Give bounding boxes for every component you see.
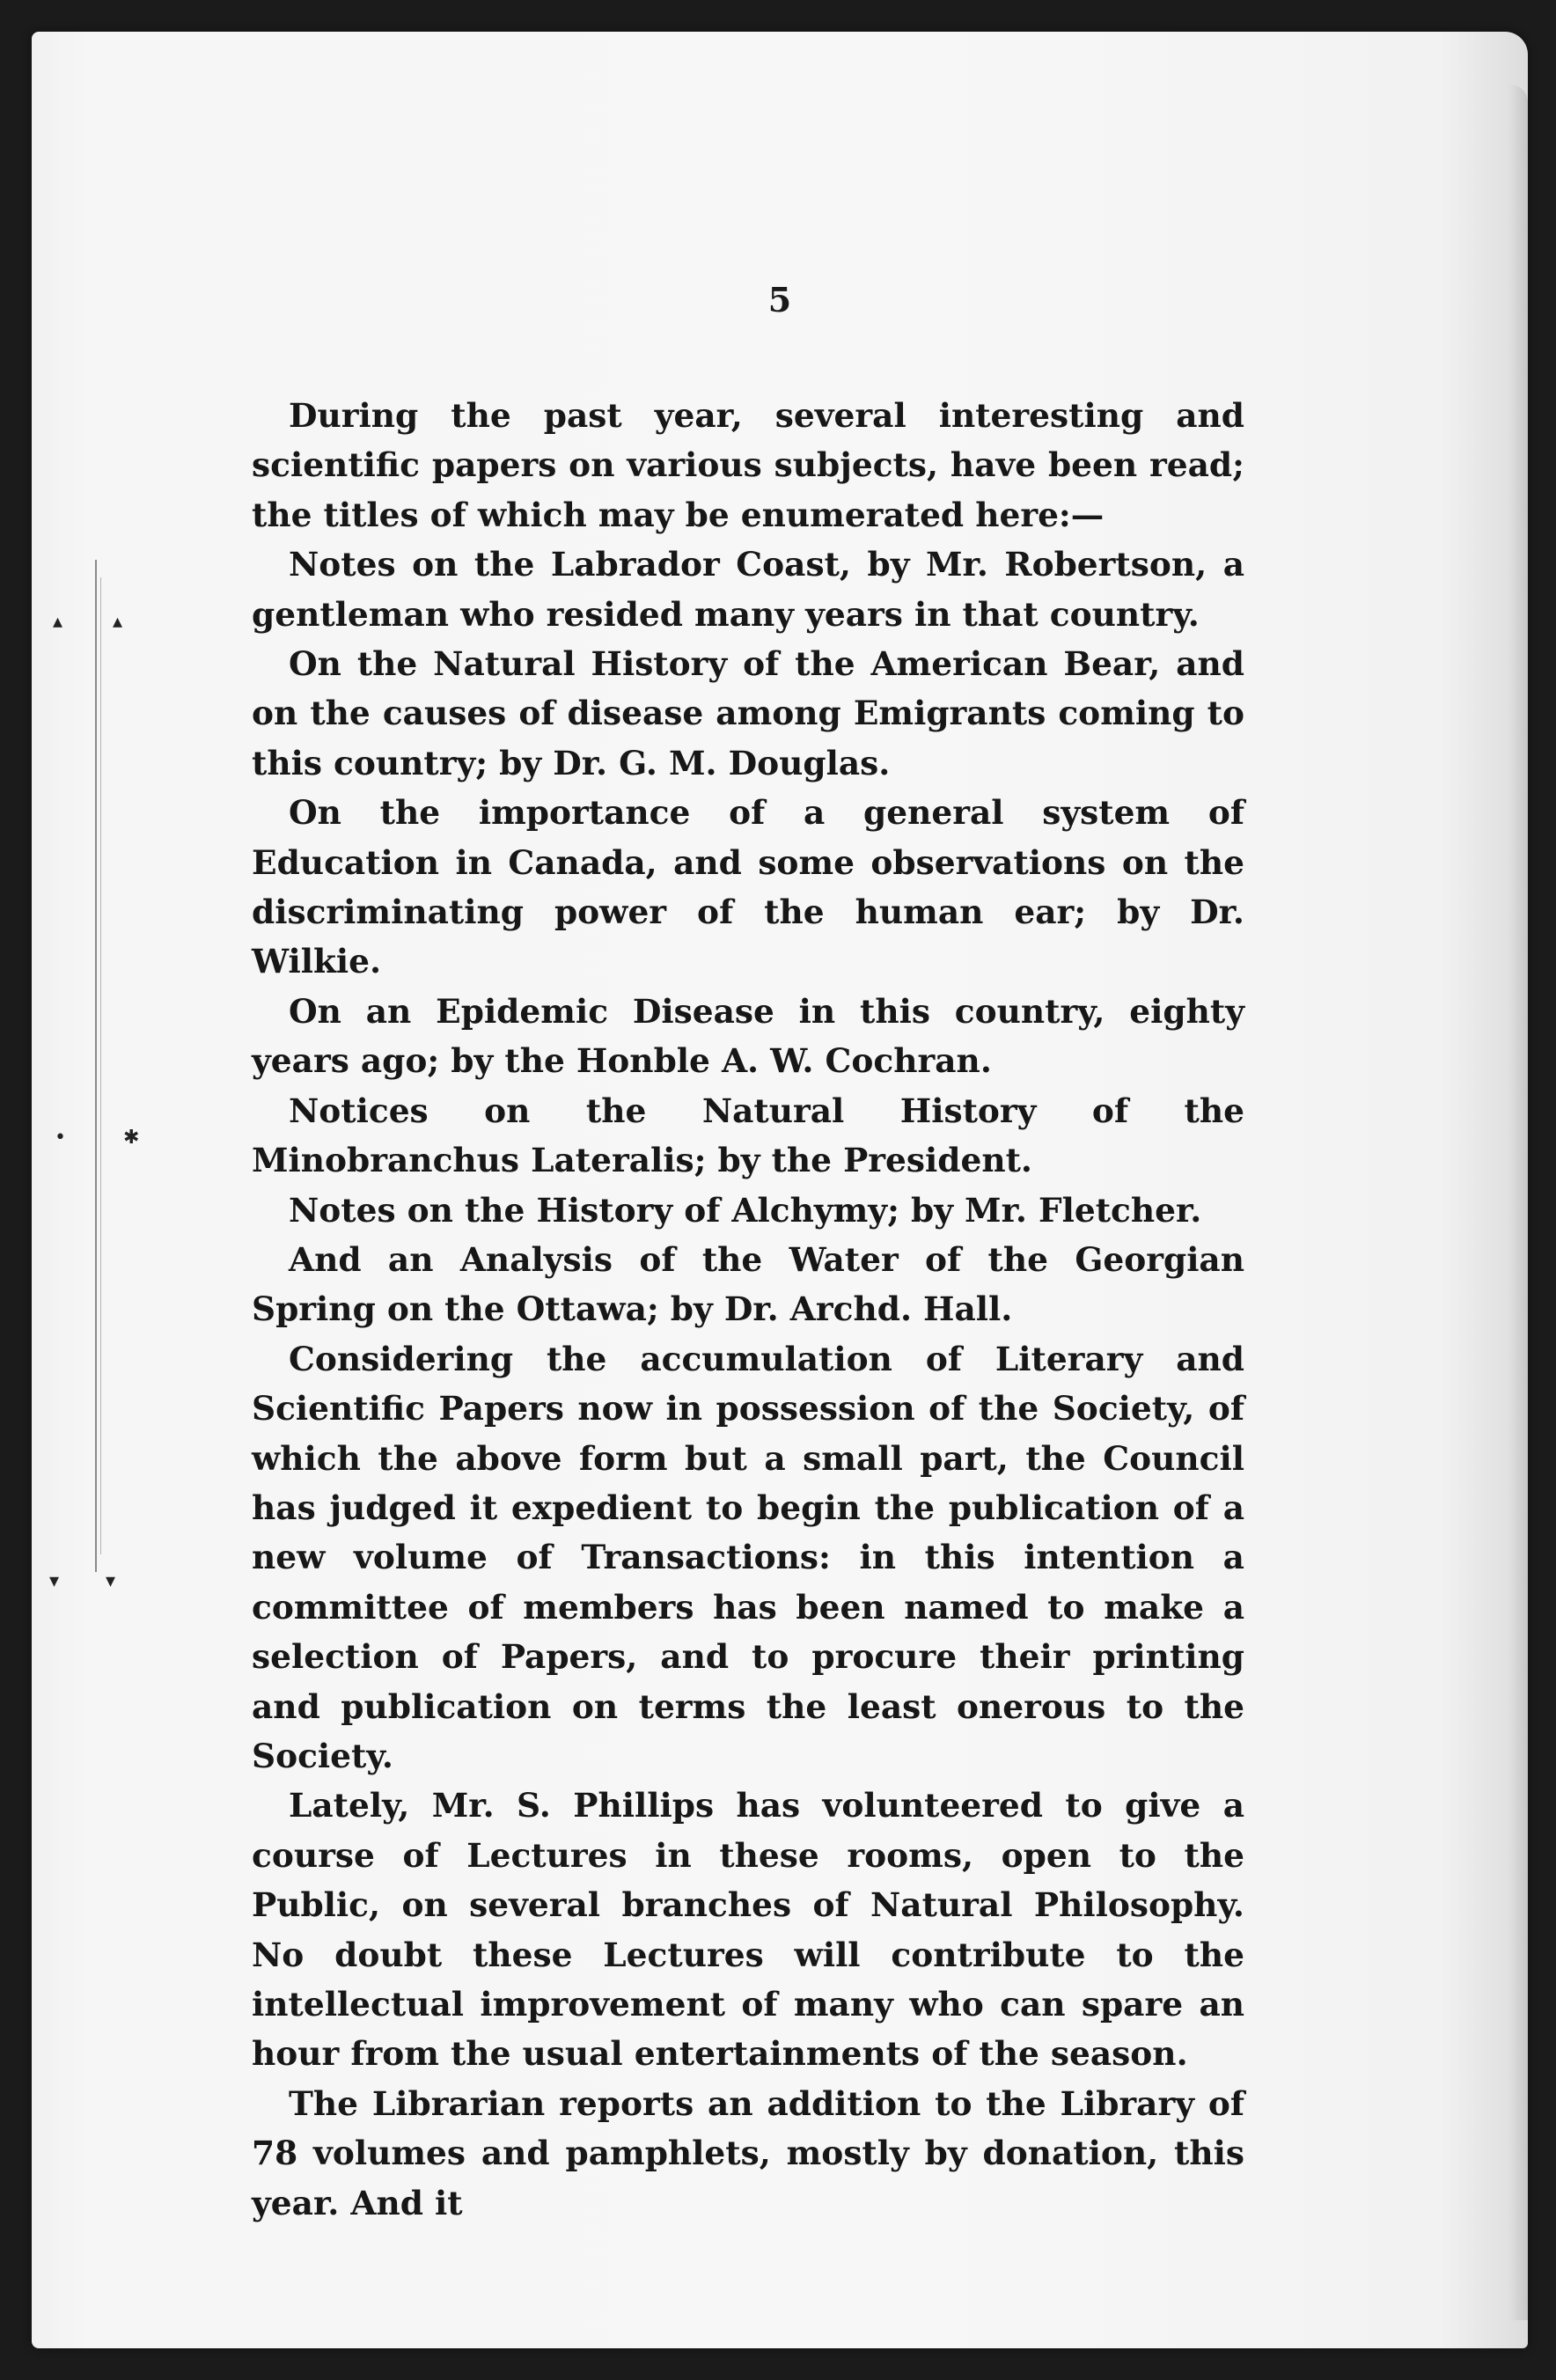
binding-mark: • (55, 1127, 66, 1149)
page-edge-shadow (1508, 84, 1528, 2320)
paragraph: On an Epidemic Disease in this country, eighty years ago; by the Honble A. W. Cochran. (252, 991, 1244, 1081)
paragraph: And an Analysis of the Water of the Georgian Spring on the Ottawa; by Dr. Archd. Hall. (252, 1239, 1244, 1329)
binding-mark: ▴ (113, 611, 123, 633)
binding-mark: ✱ (123, 1127, 140, 1149)
binding-stitch-line (95, 560, 97, 1572)
book-page (32, 32, 1528, 2348)
page-number: 5 (767, 280, 792, 320)
body-text (252, 391, 1244, 2228)
binding-mark: ▾ (106, 1570, 116, 1592)
paragraph: The Librarian reports an addition to the Library of 78 volumes and pamphlets, mostly by donation, this year. And it (252, 2083, 1244, 2222)
paragraph: Lately, Mr. S. Phillips has volunteered to give a course of Lectures in these rooms, open to the Public, on several branches of Natural Philosophy. No doubt these Lectures will contribute to the intellectual improvement of many who can spare an hour from the usual entertainments of the season. (252, 1786, 1244, 2074)
paragraph: Notices on the Natural History of the Minobranchus Lateralis; by the President. (252, 1091, 1244, 1180)
paragraph: Notes on the Labrador Coast, by Mr. Robertson, a gentleman who resided many years in that country. (252, 545, 1244, 634)
paragraph: Notes on the History of Alchymy; by Mr. Fletcher. (289, 1190, 1202, 1230)
binding-mark: ▴ (53, 611, 63, 633)
binding-mark: ▾ (49, 1570, 60, 1592)
paragraph: On the Natural History of the American Bear, and on the causes of disease among Emigrants coming to this country; by Dr. G. M. Douglas. (252, 644, 1244, 782)
paragraph: During the past year, several interesting and scientific papers on various subjects, have been read; the titles of which may be enumerated here:— (252, 396, 1244, 534)
paragraph: On the importance of a general system of Education in Canada, and some observations on the discriminating power of the human ear; by Dr. Wilkie. (252, 793, 1244, 981)
paragraph: Considering the accumulation of Literary and Scientific Papers now in possession of the Society, of which the above form but a small part, the Council has judged it expedient to begin the publication of a new volume of Transactions: in this intention a committee of members has been named to make a selection of Papers, and to procure their printing and publication on terms the least onerous to the Society. (252, 1339, 1244, 1775)
binding-stitch-line-faint (100, 577, 101, 1554)
